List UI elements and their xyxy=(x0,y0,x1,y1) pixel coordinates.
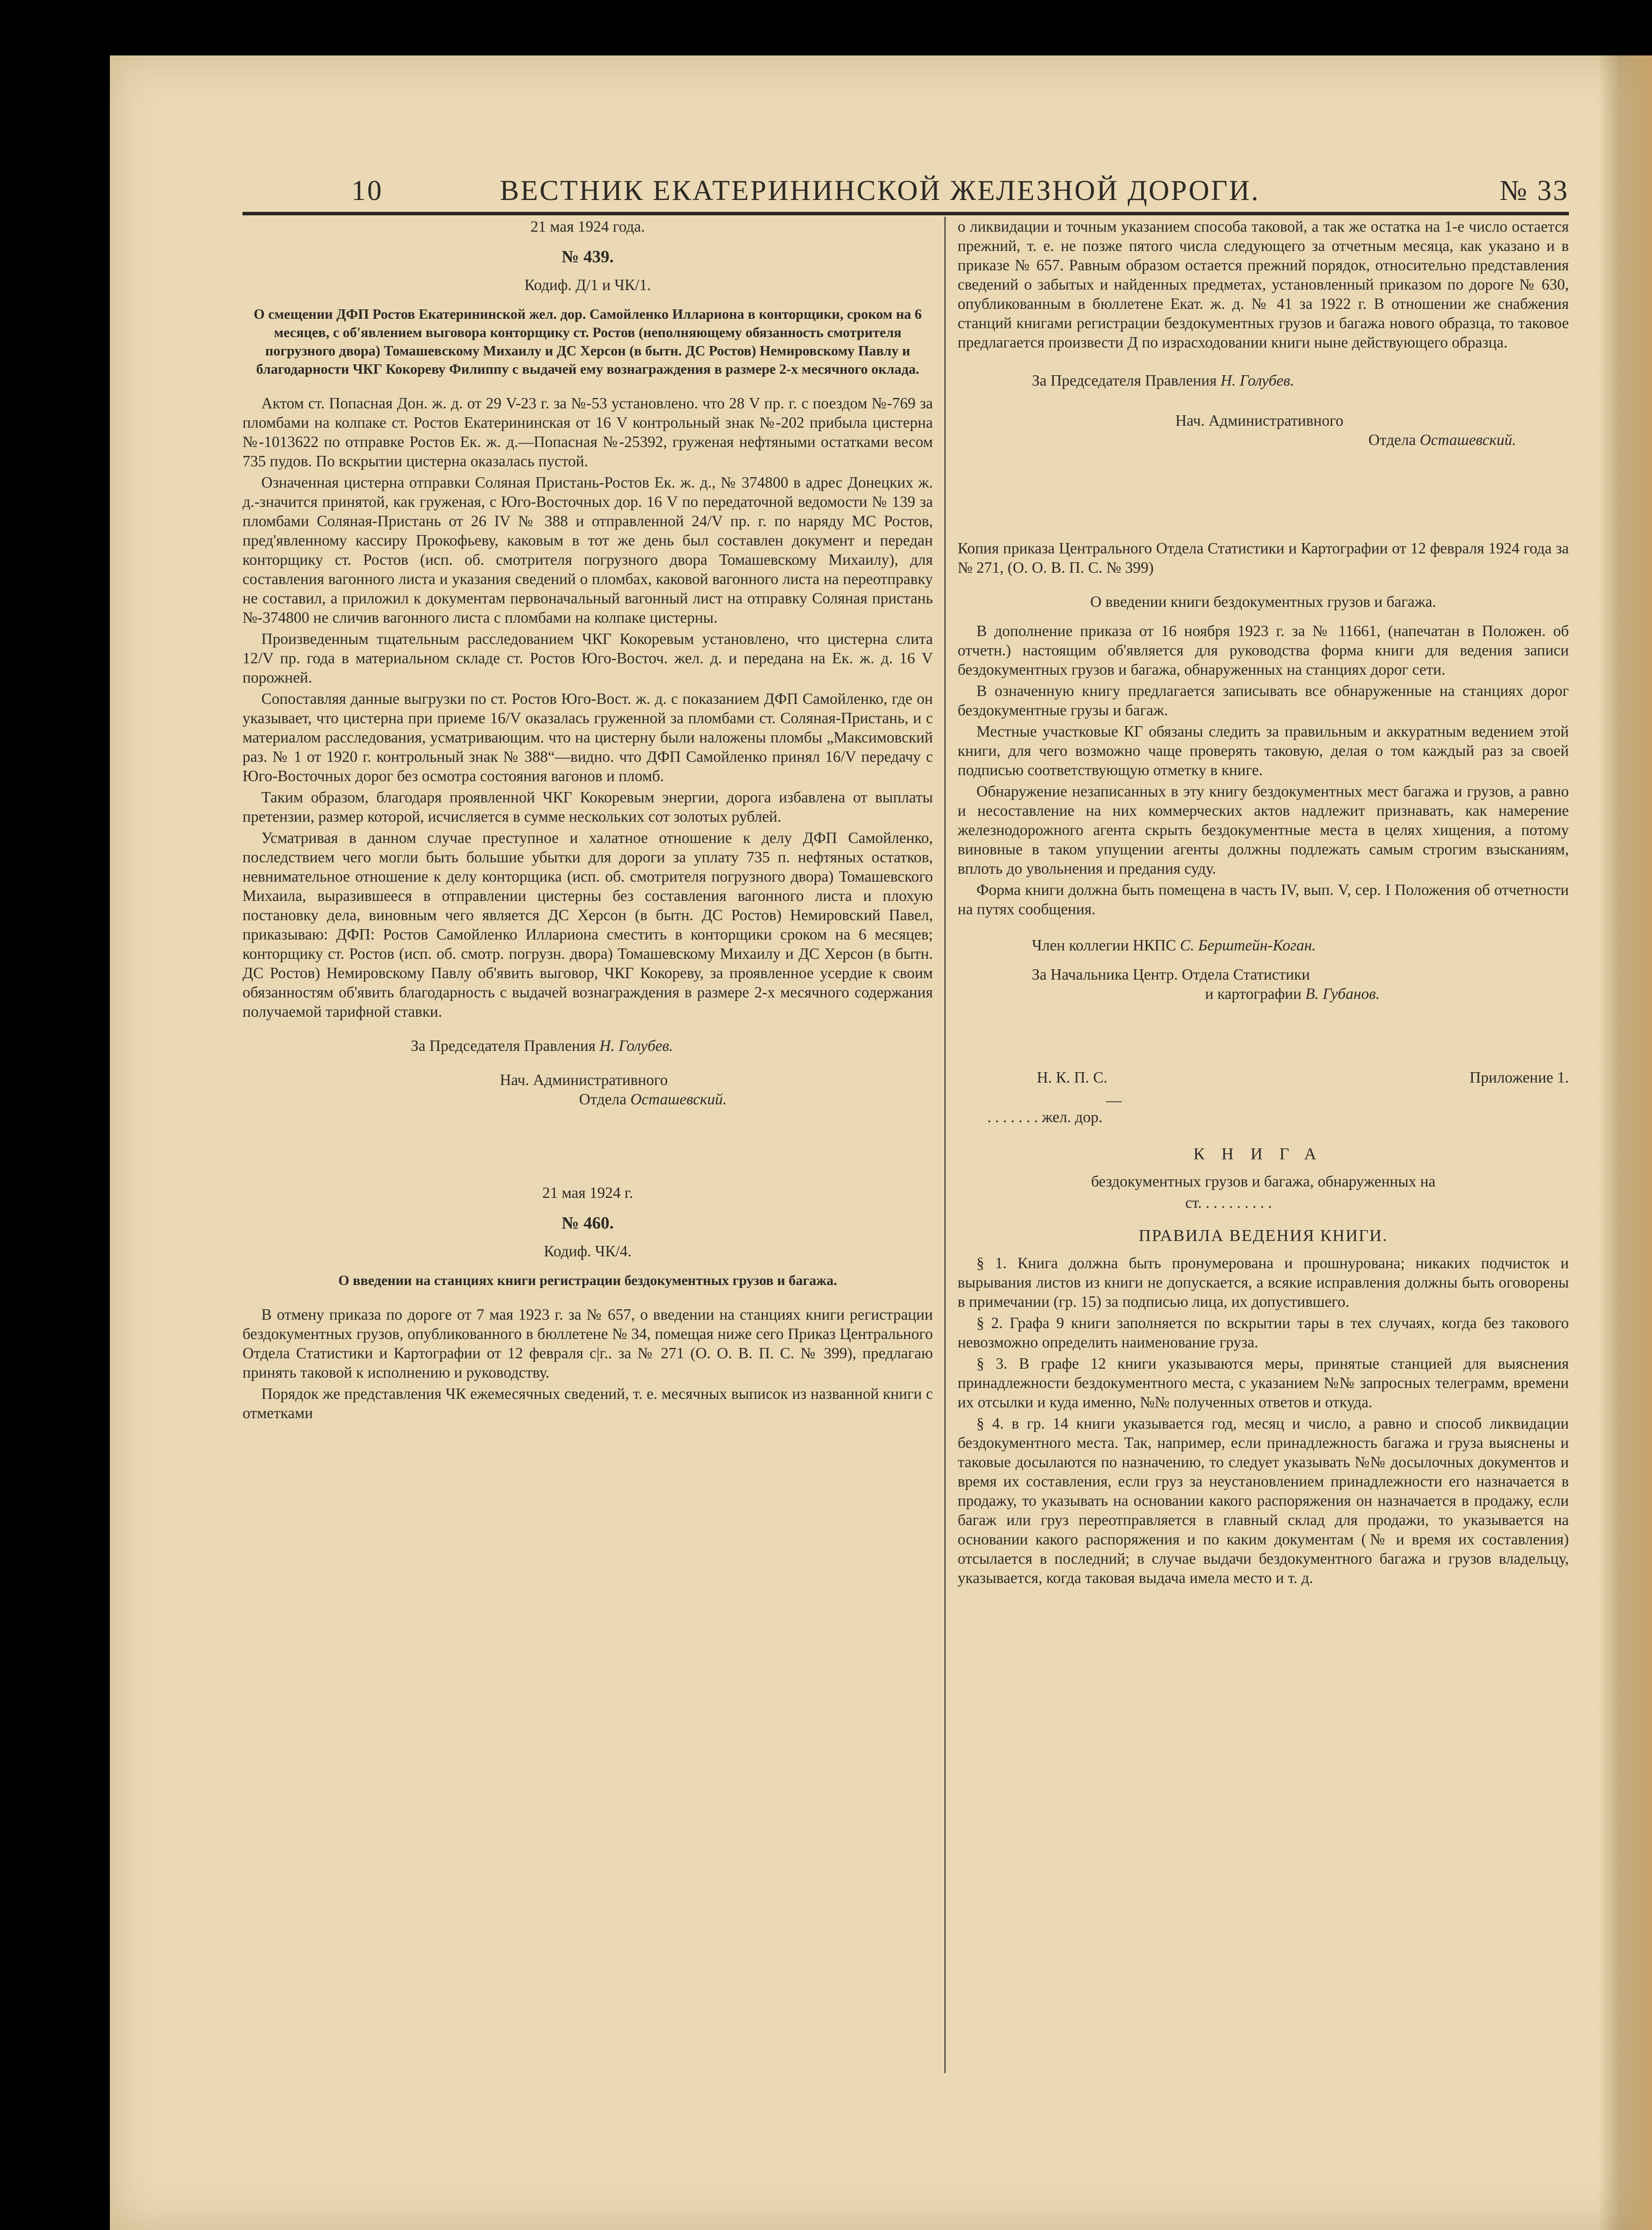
chief-signature-line1: За Начальника Центр. Отдела Статистики xyxy=(1032,966,1310,983)
order-paragraph: Сопоставляя данные выгрузки по ст. Ростов Юго-Вост. ж. д. с показанием ДФП Самойленко, где он указывает, что цистерна при приеме 16/V оказалась груженной за пломбами ст. Соляная-Пристань, и с материалом расследования, усматривающим. что на цистерну были наложены пломбы „Максимовский раз. № 1 от 1920 г. контрольный знак № 388“—видно. что ДФП Самойленко принял 16/V передачу с Юго-Восточных дорог без осмотра состояния вагонов и пломб. xyxy=(243,690,933,785)
order-paragraph: Актом ст. Попасная Дон. ж. д. от 29 V-23 г. за №-53 установлено. что 28 V пр. г. с поездом №-769 за пломбами на колпаке ст. Ростов Екатерининская от 16 V контрольный знак №-202 прибыла цистерна №-1013622 по отправке Ростов Ек. ж. д.—Попасная №-25392, груженая нефтяными остатками весом 735 пудов. По вскрытии цистерна оказалась пустой. xyxy=(243,395,933,470)
order-number: № 439. xyxy=(561,247,614,266)
copy-heading: Копия приказа Центрального Отдела Статистики и Картографии от 12 февраля 1924 года за № 271, (О. О. В. П. С. № 399) xyxy=(958,540,1569,576)
issue-number: № 33 xyxy=(1500,174,1569,206)
book-station: ст. . . . . . . . . . xyxy=(1185,1194,1272,1211)
rule-item: § 2. Графа 9 книги заполняется по вскрытии тары в тех случаях, когда без такового невозможно определить наименование груза. xyxy=(958,1314,1569,1351)
copy-paragraph: В означенную книгу предлагается записывать все обнаруженные на станциях дорог бездокументные грузы и багаж. xyxy=(958,682,1569,719)
railway-line: . . . . . . . жел. дор. xyxy=(987,1108,1103,1126)
copy-title: О введении книги бездокументных грузов и багажа. xyxy=(1090,593,1436,610)
chief-name: В. Губанов. xyxy=(1305,985,1380,1002)
order-paragraph: В отмену приказа по дороге от 7 мая 1923 г. за № 657, о введении на станциях книги регистрации бездокументных грузов, опубликованного в бюллетене № 34, помещая ниже сего Приказ Центрального Отдела Статистики и Картографии от 12 февраля с|г.. за № 271 (О. О. В. П. С. № 399), предлагаю принять таковой к исполнению и руководству. xyxy=(243,1306,933,1381)
appendix-row xyxy=(958,1068,1569,1088)
column-divider xyxy=(944,217,946,2073)
admin-name: Осташевский. xyxy=(630,1090,727,1108)
order-caption: О смещении ДФП Ростов Екатерининской жел. дор. Самойленко Иллариона в конторщики, сроком на 6 месяцев, с об'явлением выговора конторщику ст. Ростов (неполняющему обязанность смотрителя погрузного двора) Томашевскому Михаилу и ДС Херсон (в бытн. ДС Ростов) Немировскому Павлу и благодарности ЧКГ Кокореву Филиппу с выдачей ему вознаграждения в размере 2-х месячного оклада. xyxy=(253,307,922,377)
order-caption: О введении на станциях книги регистрации бездокументных грузов и багажа. xyxy=(338,1273,837,1288)
admin-signature-line2: Отдела Осташевский. xyxy=(579,1090,727,1108)
page-number: 10 xyxy=(351,174,383,206)
order-date: 21 мая 1924 г. xyxy=(542,1184,633,1201)
admin-signature-line1: Нач. Административного xyxy=(500,1071,668,1089)
order-continuation: о ликвидации и точным указанием способа таковой, а так же остатка на 1-е число остается прежний, т. е. не позже пятого числа следующего за отчетным месяца, как указано и в приказе № 657. Равным образом остается прежний порядок, относительно представления сведений о забытых и найденных предметах, установленный приказом по дороге № 630, опубликованным в бюллетене Екат. ж. д. № 41 за 1922 г. В отношении же снабжения станций книгами регистрации бездокументных грузов и багажа нового образца, то таковое предлагается произвести Д по израсходовании книги ныне действующего образца. xyxy=(958,218,1569,351)
order-paragraph: Порядок же представления ЧК ежемесячных сведений, т. е. месячных выписок из названной книги с отметками xyxy=(243,1385,933,1422)
book-subtitle: бездокументных грузов и багажа, обнаруженных на xyxy=(1091,1173,1436,1190)
order-paragraph: Означенная цистерна отправки Соляная Пристань-Ростов Ек. ж. д., № 374800 в адрес Донецких ж. д.-значится принятой, как груженая, с Юго-Восточных дор. 16 V по передаточной ведомости № 139 за пломбами Соляная-Пристань от 26 IV № 388 и отправленной 24/V пр. г. по наряду МС Ростов, пред'явленному кассиру Прокофьеву, каковым в тот же день был составлен документ и передан конторщику ст. Ростов (исп. об. смотрителя погрузного двора Томашевскому Михаилу), для составления вагонного листа и указания сведений о пломбах, каковой вагонного листа на переотправку не составил, а приложил к документам первоначальный вагонный лист на отправку Соляная пристань №-374800 не сличив вагонного листа с пломбами на колпаке цистерны. xyxy=(243,474,933,626)
order-460 xyxy=(243,1183,933,1423)
chairman-signature: За Председателя Правления Н. Голубев. xyxy=(411,1037,673,1054)
appendix-label: Приложение 1. xyxy=(1469,1069,1569,1086)
order-439 xyxy=(243,217,933,1109)
chief-signature-line2: и картографии В. Губанов. xyxy=(1205,985,1380,1002)
copy-paragraph: В дополнение приказа от 16 ноября 1923 г. за № 11661, (напечатан в Положен. об отчетн.) настоящим об'является для руководства форма книги для ведения записи бездокументных грузов и багажа, обнаруженных на станциях дорог сети. xyxy=(958,622,1569,678)
copy-paragraph: Местные участковые КГ обязаны следить за правильным и аккуратным ведением этой книги, для чего возможно чаще проверять таковую, делая о том каждый раз за своей подписью соответствующую отметку в книге. xyxy=(958,723,1569,779)
order-paragraph: Таким образом, благодаря проявленной ЧКГ Кокоревым энергии, дорога избавлена от выплаты претензии, размер которой, исчисляется в сумме нескольких сот золотых рублей. xyxy=(243,789,933,825)
appendix-org: Н. К. П. С. xyxy=(1037,1069,1108,1086)
page-header xyxy=(243,157,1569,215)
order-paragraph: Усматривая в данном случае преступное и халатное отношение к делу ДФП Самойленко, последствием чего могли быть большие убытки для дороги за уплату 735 п. нефтяных остатков, невнимательное отношение к делу конторщика (исп. об. смотрителя погрузного двора) Томашевского Михаила, выразившееся в отправлении цистерны без составления вагонного листа и плохую постановку дела, виновным чего является ДС Херсон (в бытн. ДС Ростов) Немировский Павел, приказываю: ДФП: Ростов Самойленко Иллариона сместить в конторщики сроком на 6 месяцев; конторщику ст. Ростов (исп. об. смотр. погрузн. двора) Томашевскому Михаилу и ДС Херсон (в бытн. ДС Ростов) Немировскому Павлу об'явить выговор, ЧКГ Кокореву, за проявленное усердие к своим обязанностям об'явить благодарность с выдачей вознаграждения в размере 2-х месячного содержания получаемой тарифной ставки. xyxy=(243,829,933,1020)
header-rule xyxy=(243,213,1569,214)
appendix-dash: — xyxy=(1106,1091,1122,1109)
chairman-signature: За Председателя Правления Н. Голубев. xyxy=(1032,372,1294,389)
book-title: КНИГА xyxy=(1193,1145,1333,1163)
admin-signature-line2: Отдела Осташевский. xyxy=(1368,431,1516,448)
member-signature: Член коллегии НКПС С. Берштейн-Коган. xyxy=(1032,937,1316,954)
order-codif: Кодиф. Д/1 и ЧК/1. xyxy=(524,276,651,294)
chairman-name: Н. Голубев. xyxy=(599,1037,673,1054)
order-paragraph: Произведенным тщательным расследованием ЧКГ Кокоревым установлено, что цистерна слита 12/V пр. года в материальном складе ст. Ростов Юго-Восточ. жел. д. и передана на Ек. ж. д. 16 V порожней. xyxy=(243,630,933,686)
order-number: № 460. xyxy=(561,1213,614,1233)
left-column xyxy=(243,217,933,2048)
chairman-name: Н. Голубев. xyxy=(1220,372,1294,389)
right-column xyxy=(958,217,1569,2048)
member-name: С. Берштейн-Коган. xyxy=(1180,937,1316,954)
order-date: 21 мая 1924 года. xyxy=(530,218,645,235)
rules-title: ПРАВИЛА ВЕДЕНИЯ КНИГИ. xyxy=(1138,1227,1388,1245)
admin-name: Осташевский. xyxy=(1419,431,1516,448)
rule-item: § 1. Книга должна быть пронумерована и прошнурована; никаких подчисток и вырывания листов из книги не допускается, а всякие исправления должны быть оговорены в примечании (гр. 15) за подписью лица, их допустившего. xyxy=(958,1254,1569,1310)
copy-paragraph: Обнаружение незаписанных в эту книгу бездокументных мест багажа и грузов, а равно и несоставление на них коммерческих актов надлежит признавать, как намерение железнодорожного агента скрыть бездокументные места в целях хищения, а потому виновные в таком упущении агенты должны подлежать самым строгим взысканиям, вплоть до увольнения и предания суду. xyxy=(958,783,1569,877)
rule-item: § 4. в гр. 14 книги указывается год, месяц и число, а равно и способ ликвидации бездокументного места. Так, например, если принадлежность багажа и груза выяснены и таковые досылаются по назначению, то следует указывать №№ досылочных документов и время их составления, если груз за неустановлением принадлежности его назначается в продажу, то указывать на основании какого распоряжения он назначается в продажу, если багаж или груз переотправляется в главный склад для продажи, то указывается на основании какого распоряжения и по каким документам (№ и время их составления) отсылается в последний; в случае выдачи бездокументного багажа и грузов владельцу, указывается, когда таковая выдача имела место и т. д. xyxy=(958,1415,1569,1586)
order-codif: Кодиф. ЧК/4. xyxy=(543,1242,632,1260)
copy-paragraph: Форма книги должна быть помещена в часть IV, вып. V, сер. I Положения об отчетности на путях сообщения. xyxy=(958,881,1569,918)
journal-title: ВЕСТНИК ЕКАТЕРИНИНСКОЙ ЖЕЛЕЗНОЙ ДОРОГИ. xyxy=(500,174,1260,206)
rule-item: § 3. В графе 12 книги указываются меры, принятые станцией для выяснения принадлежности бездокументного места, с указанием №№ запросных телеграмм, времени их отсылки и куда именно, №№ полученных ответов и откуда. xyxy=(958,1355,1569,1411)
admin-signature-line1: Нач. Административного xyxy=(1175,412,1344,429)
